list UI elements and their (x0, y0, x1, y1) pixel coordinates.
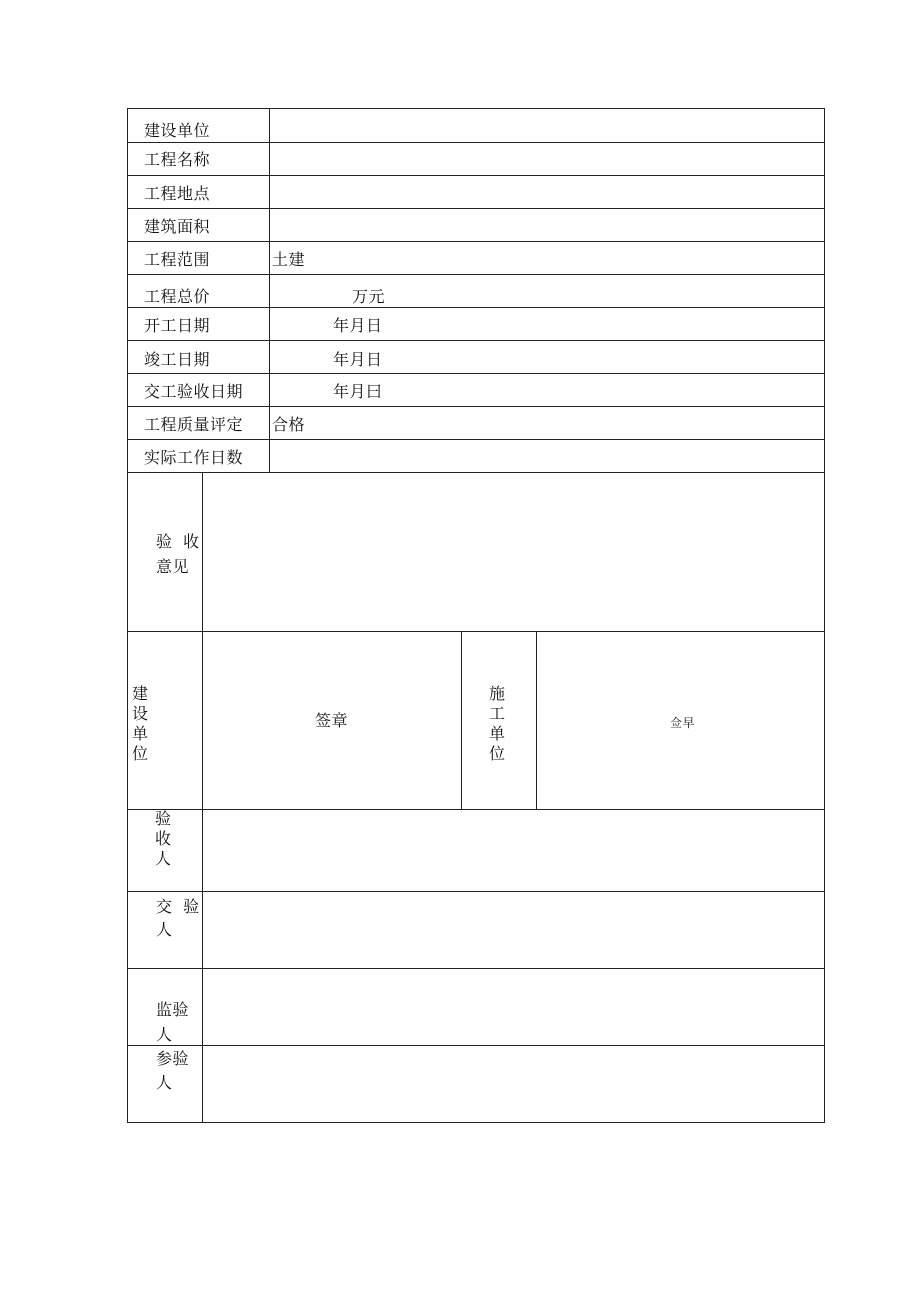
value-start-date[interactable]: 年月日 (333, 316, 383, 335)
acceptor-area[interactable] (204, 811, 823, 890)
label-supervisor-line2: 人 (156, 1025, 173, 1044)
value-handover-acceptance-date[interactable]: 年月曰 (333, 382, 383, 401)
row-divider (127, 631, 825, 632)
label-completion-date: 竣工日期 (144, 350, 211, 369)
column-divider (536, 631, 537, 810)
label-handover-person-line1: 交 验 (156, 897, 203, 916)
label-participant-line1: 参验 (156, 1049, 190, 1068)
row-divider (127, 142, 825, 143)
supervisor-area[interactable] (204, 970, 823, 1044)
row-divider (127, 1045, 825, 1046)
label-acceptance-opinion-line1: 验 收 (156, 532, 203, 551)
column-divider (269, 108, 270, 473)
value-project-total-price[interactable]: 万元 (352, 287, 386, 306)
row-divider (127, 406, 825, 407)
label-owner-unit: 建设单位 (144, 121, 211, 140)
participant-area[interactable] (204, 1047, 823, 1121)
label-project-name: 工程名称 (144, 150, 211, 169)
row-divider (127, 208, 825, 209)
row-divider (127, 968, 825, 969)
column-divider (461, 631, 462, 810)
label-handover-person-line2: 人 (156, 920, 173, 939)
label-actual-workdays: 实际工作日数 (144, 448, 244, 467)
label-acceptor-vertical: 验收人 (155, 809, 172, 868)
column-divider (202, 472, 203, 1123)
label-quality-rating: 工程质量评定 (144, 415, 244, 434)
row-divider (127, 809, 825, 810)
label-project-total-price: 工程总价 (144, 287, 211, 306)
label-participant-line2: 人 (156, 1073, 173, 1092)
row-divider (127, 891, 825, 892)
value-project-scope[interactable]: 土建 (272, 250, 306, 269)
value-completion-date[interactable]: 年月日 (333, 350, 383, 369)
owner-signature-seal[interactable]: 签章 (315, 711, 349, 730)
row-divider (127, 439, 825, 440)
label-handover-acceptance-date: 交工验收日期 (144, 382, 244, 401)
row-divider (127, 472, 825, 473)
label-start-date: 开工日期 (144, 316, 211, 335)
label-supervisor-line1: 监验 (156, 1000, 190, 1019)
row-divider (127, 274, 825, 275)
handover-area[interactable] (204, 893, 823, 967)
value-quality-rating[interactable]: 合格 (272, 415, 306, 434)
label-acceptance-opinion-line2: 意见 (156, 557, 190, 576)
contractor-signature-seal[interactable]: 佥早 (670, 716, 696, 730)
row-divider (127, 340, 825, 341)
label-project-scope: 工程范围 (144, 250, 211, 269)
row-divider (127, 307, 825, 308)
label-building-area: 建筑面积 (144, 217, 211, 236)
label-contractor-unit-vertical: 施工单位 (489, 684, 506, 763)
row-divider (127, 373, 825, 374)
row-divider (127, 175, 825, 176)
label-owner-unit-vertical: 建设单位 (132, 684, 149, 763)
row-divider (127, 241, 825, 242)
label-project-location: 工程地点 (144, 184, 211, 203)
acceptance-opinion-area[interactable] (204, 474, 823, 629)
